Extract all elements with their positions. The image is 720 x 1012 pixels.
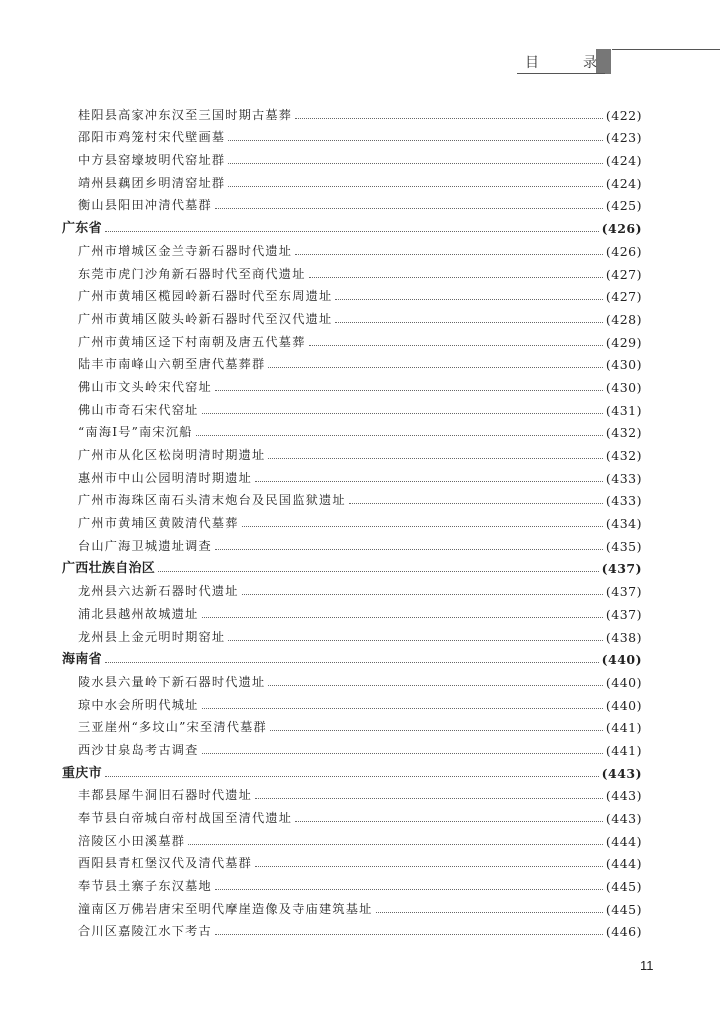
toc-entry[interactable] (62, 463, 642, 486)
toc-entry[interactable] (62, 826, 642, 849)
dot-leader (242, 526, 603, 527)
toc-entry-page: (423) (605, 130, 642, 146)
dot-leader (295, 821, 603, 822)
toc-entry[interactable] (62, 145, 642, 168)
dot-leader (268, 685, 602, 686)
running-header-title (525, 52, 597, 72)
dot-leader (309, 277, 603, 278)
toc-entry-title: 邵阳市鸡笼村宋代壁画墓 (78, 130, 226, 145)
toc-entry-page: (441) (605, 720, 642, 736)
dot-leader (202, 708, 603, 709)
toc-entry-page: (440) (601, 652, 642, 668)
toc-entry-page: (441) (605, 742, 642, 758)
toc-entry[interactable] (62, 871, 642, 894)
toc-entry[interactable] (62, 803, 642, 826)
toc-entry-page: (444) (605, 856, 642, 872)
dot-leader (349, 503, 603, 504)
toc-entry-title: 中方县窑壕坡明代窑址群 (78, 153, 226, 168)
dot-leader (215, 390, 603, 391)
toc-entry-page: (438) (605, 629, 642, 645)
toc-entry[interactable] (62, 191, 642, 214)
toc-entry-title: 合川区嘉陵江水下考古 (78, 924, 212, 939)
toc-entry-page: (424) (605, 175, 642, 191)
dot-leader (105, 776, 599, 777)
toc-entry-title: 奉节县土寨子东汉墓地 (78, 879, 212, 894)
toc-entry[interactable] (62, 418, 642, 441)
dot-leader (309, 345, 603, 346)
dot-leader (268, 367, 602, 368)
dot-leader (228, 186, 603, 187)
toc-entry-page: (437) (605, 584, 642, 600)
dot-leader (335, 322, 603, 323)
toc-entry-title: 衡山县阳田冲清代墓群 (78, 198, 212, 213)
dot-leader (202, 617, 603, 618)
dot-leader (196, 435, 603, 436)
toc-entry-page: (425) (605, 198, 642, 214)
toc-entry-title: 三亚崖州“多坟山”宋至清代墓群 (78, 720, 267, 735)
toc-section-heading[interactable] (62, 758, 642, 781)
toc-entry-page: (440) (605, 697, 642, 713)
dot-leader (105, 662, 599, 663)
toc-entry-page: (435) (605, 538, 642, 554)
dot-leader (255, 798, 603, 799)
dot-leader (270, 730, 603, 731)
toc-entry-page: (446) (605, 924, 642, 940)
toc-entry-page: (445) (605, 879, 642, 895)
toc-entry[interactable] (62, 395, 642, 418)
dot-leader (228, 163, 603, 164)
toc-entry[interactable] (62, 667, 642, 690)
toc-entry-page: (434) (605, 516, 642, 532)
toc-entry[interactable] (62, 622, 642, 645)
toc-entry-title: 广州市增城区金兰寺新石器时代遗址 (78, 243, 293, 258)
toc-entry[interactable] (62, 486, 642, 509)
toc-entry-title: 广东省 (62, 221, 102, 237)
toc-section-heading[interactable] (62, 213, 642, 236)
toc-entry[interactable] (62, 690, 642, 713)
toc-entry[interactable] (62, 168, 642, 191)
toc-entry-page: (427) (605, 266, 642, 282)
toc-entry-page: (432) (605, 448, 642, 463)
toc-entry-page: (426) (605, 243, 642, 259)
toc-entry-page: (437) (601, 561, 642, 577)
toc-entry[interactable] (62, 735, 642, 758)
dot-leader (228, 640, 603, 641)
toc-entry-title: 佛山市奇石宋代窑址 (78, 402, 199, 417)
dot-leader (105, 231, 599, 232)
header-marker-block (596, 49, 611, 74)
toc-entry[interactable] (62, 599, 642, 622)
toc-entry[interactable] (62, 508, 642, 531)
toc-entry-title: 潼南区万佛岩唐宋至明代摩崖造像及寺庙建筑基址 (78, 901, 373, 916)
toc-entry-page: (443) (605, 788, 642, 804)
toc-entry-title: 龙州县上金元明时期窑址 (78, 629, 226, 644)
dot-leader (202, 753, 603, 754)
toc-entry-title: 广州市从化区松岗明清时期遗址 (78, 448, 266, 462)
toc-entry-title: 桂阳县高家冲东汉至三国时期古墓葬 (78, 107, 293, 122)
toc-entry-title: 琼中水会所明代城址 (78, 697, 199, 712)
dot-leader (228, 140, 603, 141)
toc-entry-title: 陆丰市南峰山六朝至唐代墓葬群 (78, 357, 266, 372)
toc-entry[interactable] (62, 894, 642, 917)
toc-entry-page: (445) (605, 901, 642, 917)
header-title-char-1: 目 (525, 55, 539, 71)
toc-entry-page: (440) (605, 674, 642, 690)
toc-entry[interactable] (62, 282, 642, 305)
toc-entry-title: 东莞市虎门沙角新石器时代至商代遗址 (78, 266, 306, 281)
dot-leader (158, 571, 598, 572)
toc-entry[interactable] (62, 917, 642, 940)
dot-leader (215, 889, 603, 890)
dot-leader (215, 934, 603, 935)
toc-entry[interactable] (62, 372, 642, 395)
dot-leader (255, 866, 603, 867)
toc-entry-page: (429) (605, 334, 642, 350)
toc-entry-title: 西沙甘泉岛考古调查 (78, 742, 199, 757)
dot-leader (215, 208, 603, 209)
toc-entry-title: 丰都县犀牛洞旧石器时代遗址 (78, 788, 253, 803)
toc-entry-title: 广州市黄埔区陂头岭新石器时代至汉代遗址 (78, 311, 333, 326)
toc-entry-title: 奉节县白帝城白帝村战国至清代遗址 (78, 811, 293, 825)
toc-entry[interactable] (62, 440, 642, 463)
toc-entry-page: (426) (601, 221, 642, 237)
toc-entry-title: 海南省 (62, 652, 102, 668)
dot-leader (188, 844, 603, 845)
toc-entry[interactable] (62, 100, 642, 123)
toc-entry-page: (422) (605, 107, 642, 123)
toc-entry-page: (433) (605, 493, 642, 509)
toc-entry-title: 广州市黄埔区迳下村南朝及唐五代墓葬 (78, 334, 306, 349)
toc-entry[interactable] (62, 531, 642, 554)
dot-leader (242, 594, 603, 595)
toc-entry-page: (443) (605, 811, 642, 826)
toc-entry-page: (443) (601, 765, 642, 781)
toc-entry-title: 台山广海卫城遗址调查 (78, 538, 212, 553)
toc-entry-page: (431) (605, 402, 642, 418)
toc-entry[interactable] (62, 576, 642, 599)
toc-entry[interactable] (62, 259, 642, 282)
header-rule-top (612, 49, 720, 50)
toc-entry-title: 陵水县六量岭下新石器时代遗址 (78, 674, 266, 689)
dot-leader (268, 458, 602, 459)
toc-entry-page: (428) (605, 311, 642, 327)
dot-leader (376, 912, 603, 913)
toc-entry-title: 涪陵区小田溪墓群 (78, 833, 186, 848)
toc-entry-title: “南海Ⅰ号”南宋沉船 (78, 425, 193, 440)
toc-entry-page: (427) (605, 289, 642, 305)
dot-leader (202, 413, 603, 414)
toc-entry-title: 广西壮族自治区 (62, 561, 156, 577)
header-rule (517, 73, 605, 74)
table-of-contents (62, 100, 642, 939)
toc-entry-title: 广州市海珠区南石头清末炮台及民国监狱遗址 (78, 493, 346, 508)
toc-entry[interactable] (62, 236, 642, 259)
dot-leader (295, 118, 603, 119)
toc-entry-page: (437) (605, 606, 642, 622)
toc-entry-title: 广州市黄埔区黄陂清代墓葬 (78, 516, 239, 531)
page-number: 11 (640, 958, 654, 973)
toc-entry-title: 广州市黄埔区榄园岭新石器时代至东周遗址 (78, 289, 333, 304)
toc-entry-title: 龙州县六达新石器时代遗址 (78, 584, 239, 599)
toc-entry[interactable] (62, 350, 642, 373)
toc-entry-title: 佛山市文头岭宋代窑址 (78, 379, 212, 394)
toc-entry-page: (433) (605, 470, 642, 486)
toc-entry-title: 重庆市 (62, 765, 102, 781)
toc-entry-title: 浦北县越州故城遗址 (78, 606, 199, 621)
toc-section-heading[interactable] (62, 554, 642, 577)
toc-entry-page: (430) (605, 379, 642, 395)
dot-leader (295, 254, 603, 255)
toc-entry-title: 靖州县藕团乡明清窑址群 (78, 175, 226, 190)
toc-entry[interactable] (62, 327, 642, 350)
toc-entry[interactable] (62, 713, 642, 736)
toc-entry[interactable] (62, 781, 642, 804)
dot-leader (335, 299, 603, 300)
toc-entry-page: (430) (605, 357, 642, 373)
toc-entry-page: (424) (605, 153, 642, 169)
toc-entry-title: 酉阳县青杠堡汉代及清代墓群 (78, 856, 253, 871)
toc-entry[interactable] (62, 304, 642, 327)
header-title-char-2: 录 (583, 55, 597, 71)
toc-entry-page: (444) (605, 833, 642, 849)
dot-leader (215, 549, 603, 550)
toc-entry[interactable] (62, 849, 642, 872)
toc-section-heading[interactable] (62, 645, 642, 668)
toc-entry[interactable] (62, 123, 642, 146)
dot-leader (255, 481, 603, 482)
toc-entry-title: 惠州市中山公园明清时期遗址 (78, 470, 253, 485)
toc-entry-page: (432) (605, 425, 642, 441)
